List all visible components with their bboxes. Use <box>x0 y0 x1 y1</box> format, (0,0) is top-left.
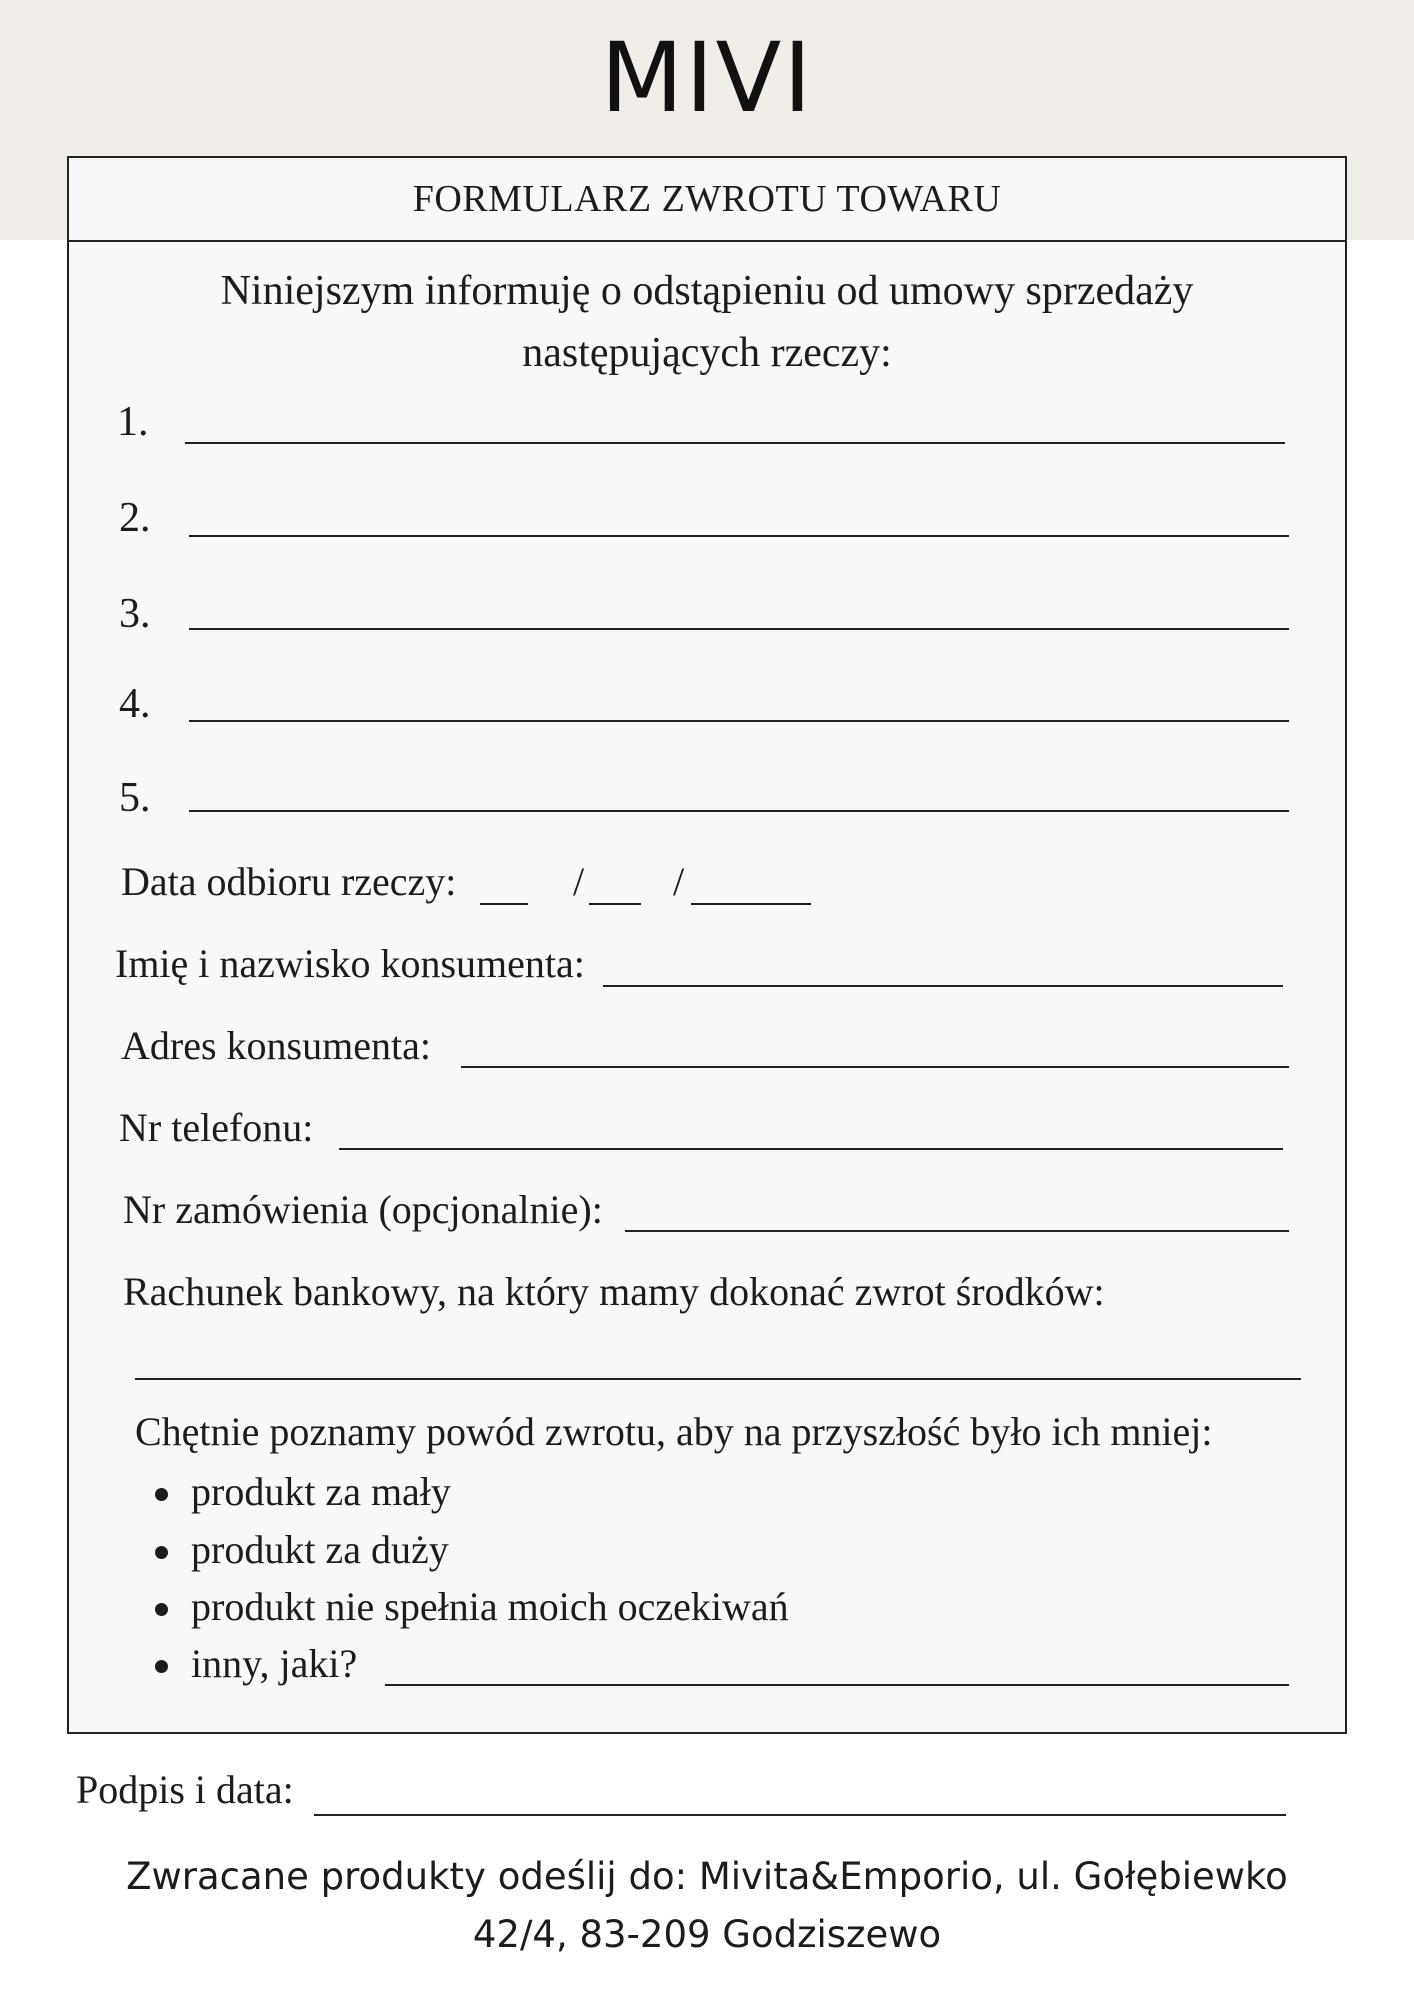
item-number-3: 3. <box>119 591 151 637</box>
bullet-icon <box>155 1603 168 1616</box>
reason-option-other[interactable]: inny, jaki? <box>191 1641 358 1686</box>
phone-label: Nr telefonu: <box>119 1105 314 1150</box>
name-label: Imię i nazwisko konsumenta: <box>115 941 585 986</box>
brand-logo: MIVI <box>600 22 814 134</box>
bank-account-label: Rachunek bankowy, na który mamy dokonać zwrot środków: <box>123 1269 1105 1314</box>
item-field-3[interactable] <box>189 628 1289 630</box>
order-number-label: Nr zamówienia (opcjonalnie): <box>123 1187 603 1232</box>
phone-field[interactable] <box>339 1148 1283 1150</box>
date-month-field[interactable] <box>589 903 641 905</box>
date-year-field[interactable] <box>691 903 811 905</box>
name-field[interactable] <box>603 985 1283 987</box>
item-field-1[interactable] <box>185 442 1285 444</box>
signature-field[interactable] <box>314 1814 1286 1816</box>
bullet-icon <box>155 1488 168 1501</box>
return-address-line-1: Zwracane produkty odeślij do: Mivita&Emporio, ul. Gołębiewko <box>126 1855 1288 1898</box>
form-intro <box>129 260 1285 384</box>
return-reason-intro: Chętnie poznamy powód zwrotu, aby na przyszłość było ich mniej: <box>135 1409 1213 1454</box>
other-reason-field[interactable] <box>385 1684 1289 1686</box>
item-number-1: 1. <box>117 399 149 445</box>
date-day-field[interactable] <box>480 903 528 905</box>
reason-option-too-large[interactable]: produkt za duży <box>191 1527 449 1572</box>
return-address-line-2: 42/4, 83-209 Godziszewo <box>472 1913 942 1956</box>
order-number-field[interactable] <box>625 1230 1289 1232</box>
date-label: Data odbioru rzeczy: <box>121 859 457 904</box>
item-field-4[interactable] <box>189 720 1289 722</box>
item-number-5: 5. <box>119 775 151 821</box>
address-label: Adres konsumenta: <box>121 1023 431 1068</box>
return-address <box>100 1848 1314 1964</box>
intro-line-2: następujących rzeczy: <box>522 330 892 376</box>
reason-option-not-as-expected[interactable]: produkt nie spełnia moich oczekiwań <box>191 1584 789 1629</box>
bullet-icon <box>155 1546 168 1559</box>
date-separator: / <box>573 859 585 904</box>
bank-account-field[interactable] <box>135 1378 1301 1380</box>
signature-label: Podpis i data: <box>76 1767 294 1812</box>
date-separator: / <box>673 859 685 904</box>
intro-line-1: Niniejszym informuję o odstąpieniu od umowy sprzedaży <box>220 268 1194 314</box>
return-form <box>67 156 1347 1734</box>
item-field-2[interactable] <box>189 535 1289 537</box>
item-number-4: 4. <box>119 681 151 727</box>
item-number-2: 2. <box>119 495 151 541</box>
reason-option-too-small[interactable]: produkt za mały <box>191 1469 451 1514</box>
form-title: FORMULARZ ZWROTU TOWARU <box>69 158 1345 242</box>
item-field-5[interactable] <box>189 810 1289 812</box>
bullet-icon <box>155 1660 168 1673</box>
address-field[interactable] <box>461 1066 1289 1068</box>
